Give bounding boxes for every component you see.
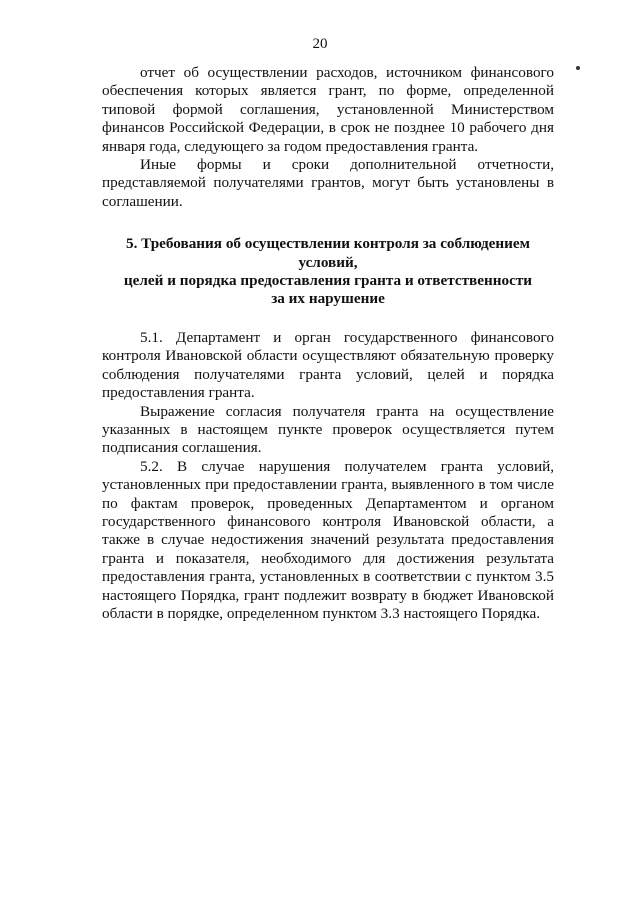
document-body (102, 64, 554, 623)
paragraph-other-reporting: Иные формы и сроки дополнительной отчетности, представляемой получателями грантов, могут быть установлены в соглашении. (102, 156, 554, 210)
section-5-heading-line-3: за их нарушение (271, 290, 385, 308)
paragraph-5-2: 5.2. В случае нарушения получателем гранта условий, установленных при предоставлении гранта, выявленного в том числе по фактам проверок, проведенных Департаментом и органом государственного финансового контроля Ивановской области, а также в случае недостижения значений результата предоставления гранта и показателя, необходимого для достижения результата предоставления гранта, установленных в соответствии с пунктом 3.5 настоящего Порядка, грант подлежит возврату в бюджет Ивановской области в порядке, определенном пунктом 3.3 настоящего Порядка. (102, 457, 554, 622)
paragraph-report-continuation: отчет об осуществлении расходов, источником финансового обеспечения которых является грант, по форме, определенной типовой формой соглашения, установленной Министерством финансов Российской Федерации, в срок не позднее 10 рабочего дня января года, следующего за годом предоставления гранта. (102, 64, 554, 155)
section-5-heading-line-2: целей и порядка предоставления гранта и ответственности (123, 272, 533, 290)
section-5-heading (102, 235, 554, 309)
section-5-heading-line-1: 5. Требования об осуществлении контроля за соблюдением условий, (125, 235, 531, 271)
page-number: 20 (312, 36, 328, 52)
paragraph-5-1: 5.1. Департамент и орган государственного финансового контроля Ивановской области осуществляют обязательную проверку соблюдения получателями гранта условий, целей и порядка предоставления гранта. (102, 328, 554, 402)
stray-mark (576, 66, 580, 70)
paragraph-consent: Выражение согласия получателя гранта на осуществление указанных в настоящем пункте проверок осуществляется путем подписания соглашения. (102, 402, 554, 457)
